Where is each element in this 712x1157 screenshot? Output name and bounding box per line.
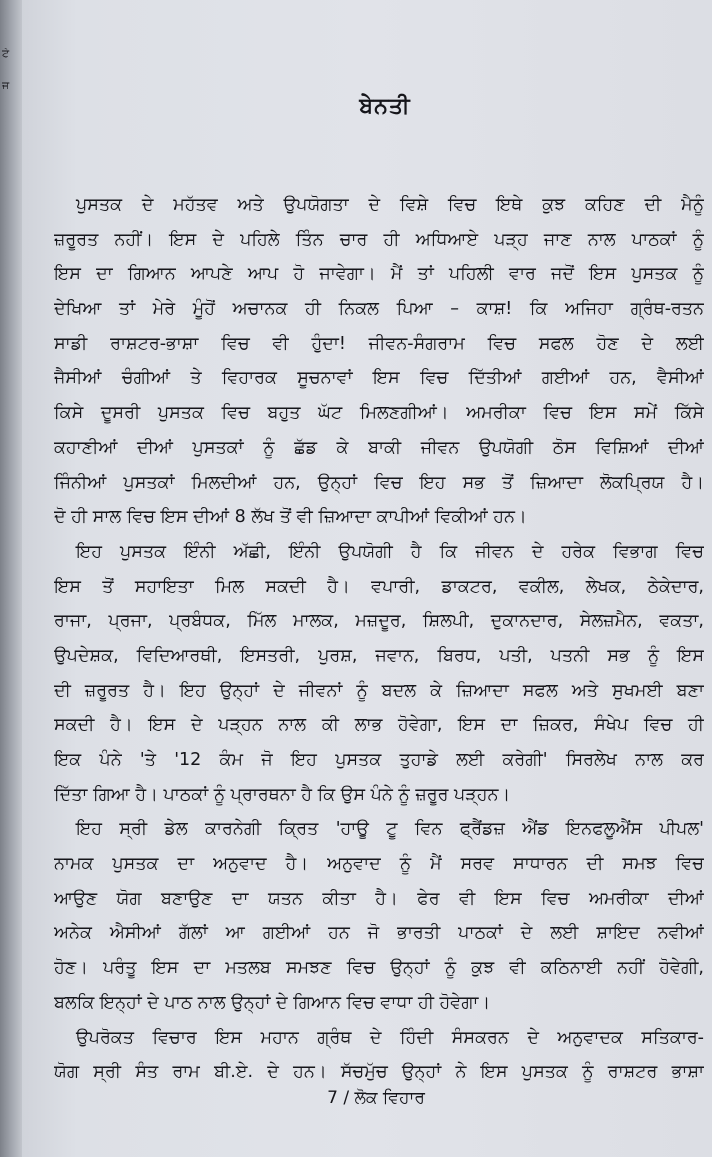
text-line: ਅਨੇਕ ਐਸੀਆਂ ਗੱਲਾਂ ਆ ਗਈਆਂ ਹਨ ਜੋ ਭਾਰਤੀ ਪਾਠਕਾਂ ਦੇ ਲਈ ਸ਼ਾਇਦ ਨਵੀਆਂ xyxy=(54,923,704,944)
text-line: ਜਿੰਨੀਆਂ ਪੁਸਤਕਾਂ ਮਿਲਦੀਆਂ ਹਨ, ਉਨ੍ਹਾਂ ਵਿਚ ਇਹ ਸਭ ਤੋਂ ਜ਼ਿਆਦਾ ਲੋਕਪ੍ਰਿਯ ਹੈ। xyxy=(54,472,704,493)
book-gutter xyxy=(0,0,22,1157)
page-body xyxy=(54,188,704,1090)
gutter-text-fragment: ਜ xyxy=(2,80,10,91)
text-line: ਸਾਡੀ ਰਾਸ਼ਟਰ-ਭਾਸ਼ਾ ਵਿਚ ਵੀ ਹੁੰਦਾ! ਜੀਵਨ-ਸੰਗਰਾਮ ਵਿਚ ਸਫਲ ਹੋਣ ਦੇ ਲਈ xyxy=(54,333,704,354)
text-line: ਸਕਦੀ ਹੈ। ਇਸ ਦੇ ਪੜ੍ਹਨ ਨਾਲ ਕੀ ਲਾਭ ਹੋਵੇਗਾ, ਇਸ ਦਾ ਜ਼ਿਕਰ, ਸੰਖੇਪ ਵਿਚ ਹੀ xyxy=(54,715,704,736)
text-line: ਜੈਸੀਆਂ ਚੰਗੀਆਂ ਤੇ ਵਿਹਾਰਕ ਸੂਚਨਾਵਾਂ ਇਸ ਵਿਚ ਦਿੱਤੀਆਂ ਗਈਆਂ ਹਨ, ਵੈਸੀਆਂ xyxy=(54,368,704,389)
gutter-text-fragment: ਟੇ xyxy=(2,48,10,59)
text-line: ਹੋਣ। ਪਰੰਤੂ ਇਸ ਦਾ ਮਤਲਬ ਸਮਝਣ ਵਿਚ ਉਨ੍ਹਾਂ ਨੂੰ ਕੁਝ ਵੀ ਕਠਿਨਾਈ ਨਹੀਂ ਹੋਵੇਗੀ, xyxy=(54,958,704,979)
text-line: ਦੀ ਜ਼ਰੂਰਤ ਹੈ। ਇਹ ਉਨ੍ਹਾਂ ਦੇ ਜੀਵਨਾਂ ਨੂੰ ਬਦਲ ਕੇ ਜ਼ਿਆਦਾ ਸਫਲ ਅਤੇ ਸੁਖਮਈ ਬਣਾ xyxy=(54,680,704,701)
text-line: ਕਹਾਣੀਆਂ ਦੀਆਂ ਪੁਸਤਕਾਂ ਨੂੰ ਛੱਡ ਕੇ ਬਾਕੀ ਜੀਵਨ ਉਪਯੋਗੀ ਠੋਸ ਵਿਸ਼ਿਆਂ ਦੀਆਂ xyxy=(54,437,704,458)
page-title: ਬੇਨਤੀ xyxy=(359,94,411,119)
text-line: ਆਉਣ ਯੋਗ ਬਣਾਉਣ ਦਾ ਯਤਨ ਕੀਤਾ ਹੈ। ਫੇਰ ਵੀ ਇਸ ਵਿਚ ਅਮਰੀਕਾ ਦੀਆਂ xyxy=(54,888,704,909)
text-line: ਇਕ ਪੰਨੇ 'ਤੇ '12 ਕੰਮ ਜੋ ਇਹ ਪੁਸਤਕ ਤੁਹਾਡੇ ਲਈ ਕਰੇਗੀ' ਸਿਰਲੇਖ ਨਾਲ ਕਰ xyxy=(54,750,704,770)
text-line: ਜ਼ਰੂਰਤ ਨਹੀਂ। ਇਸ ਦੇ ਪਹਿਲੇ ਤਿੰਨ ਚਾਰ ਹੀ ਅਧਿਆਏ ਪੜ੍ਹ ਜਾਣ ਨਾਲ ਪਾਠਕਾਂ ਨੂੰ xyxy=(54,229,704,250)
text-line: ਇਹ ਸ੍ਰੀ ਡੇਲ ਕਾਰਨੇਗੀ ਕ੍ਰਿਤ 'ਹਾਊ ਟੂ ਵਿਨ ਫ੍ਰੈਂਡਜ਼ ਐਂਡ ਇਨਫਲੂਐਂਸ ਪੀਪਲ' xyxy=(76,819,704,840)
text-line: ਰਾਜਾ, ਪ੍ਰਜਾ, ਪ੍ਰਬੰਧਕ, ਮਿੱਲ ਮਾਲਕ, ਮਜ਼ਦੂਰ, ਸ਼ਿਲਪੀ, ਦੁਕਾਨਦਾਰ, ਸੇਲਜ਼ਮੈਨ, ਵਕਤਾ, xyxy=(54,611,704,632)
text-line: ਬਲਕਿ ਇਨ੍ਹਾਂ ਦੇ ਪਾਠ ਨਾਲ ਉਨ੍ਹਾਂ ਦੇ ਗਿਆਨ ਵਿਚ ਵਾਧਾ ਹੀ ਹੋਵੇਗਾ। xyxy=(54,992,491,1013)
page-footer: 7 / ਲੋਕ ਵਿਹਾਰ xyxy=(327,1088,425,1108)
text-line: ਇਹ ਪੁਸਤਕ ਇੰਨੀ ਅੱਛੀ, ਇੰਨੀ ਉਪਯੋਗੀ ਹੈ ਕਿ ਜੀਵਨ ਦੇ ਹਰੇਕ ਵਿਭਾਗ ਵਿਚ xyxy=(76,541,704,562)
text-line: ਦੋ ਹੀ ਸਾਲ ਵਿਚ ਇਸ ਦੀਆਂ 8 ਲੱਖ ਤੋਂ ਵੀ ਜ਼ਿਆਦਾ ਕਾਪੀਆਂ ਵਿਕੀਆਂ ਹਨ। xyxy=(54,507,527,528)
text-line: ਪੁਸਤਕ ਦੇ ਮਹੱਤਵ ਅਤੇ ਉਪਯੋਗਤਾ ਦੇ ਵਿਸ਼ੇ ਵਿਚ ਇਥੇ ਕੁਝ ਕਹਿਣ ਦੀ ਮੈਨੂੰ xyxy=(76,195,704,215)
text-line: ਇਸ ਤੋਂ ਸਹਾਇਤਾ ਮਿਲ ਸਕਦੀ ਹੈ। ਵਪਾਰੀ, ਡਾਕਟਰ, ਵਕੀਲ, ਲੇਖਕ, ਠੇਕੇਦਾਰ, xyxy=(54,576,704,597)
text-line: ਯੋਗ ਸ੍ਰੀ ਸੰਤ ਰਾਮ ਬੀ.ਏ. ਦੇ ਹਨ। ਸੱਚਮੁੱਚ ਉਨ੍ਹਾਂ ਨੇ ਇਸ ਪੁਸਤਕ ਨੂੰ ਰਾਸ਼ਟਰ ਭਾਸ਼ਾ xyxy=(54,1062,704,1083)
text-line: ਨਾਮਕ ਪੁਸਤਕ ਦਾ ਅਨੁਵਾਦ ਹੈ। ਅਨੁਵਾਦ ਨੂੰ ਮੈਂ ਸਰਵ ਸਾਧਾਰਨ ਦੀ ਸਮਝ ਵਿਚ xyxy=(54,854,704,875)
text-line: ਉਪਰੋਕਤ ਵਿਚਾਰ ਇਸ ਮਹਾਨ ਗ੍ਰੰਥ ਦੇ ਹਿੰਦੀ ਸੰਸਕਰਨ ਦੇ ਅਨੁਵਾਦਕ ਸਤਿਕਾਰ- xyxy=(76,1027,704,1048)
book-page xyxy=(22,0,712,1157)
text-line: ਉਪਦੇਸ਼ਕ, ਵਿਦਿਆਰਥੀ, ਇਸਤਰੀ, ਪੁਰਸ਼, ਜਵਾਨ, ਬਿਰਧ, ਪਤੀ, ਪਤਨੀ ਸਭ ਨੂੰ ਇਸ xyxy=(54,645,704,666)
text-line: ਕਿਸੇ ਦੂਸਰੀ ਪੁਸਤਕ ਵਿਚ ਬਹੁਤ ਘੱਟ ਮਿਲਣਗੀਆਂ। ਅਮਰੀਕਾ ਵਿਚ ਇਸ ਸਮੇਂ ਕਿੱਸੇ xyxy=(54,403,704,424)
text-line: ਦੇਖਿਆ ਤਾਂ ਮੇਰੇ ਮੂੰਹੋਂ ਅਚਾਨਕ ਹੀ ਨਿਕਲ ਪਿਆ – ਕਾਸ਼! ਕਿ ਅਜਿਹਾ ਗ੍ਰੰਥ-ਰਤਨ xyxy=(54,299,704,320)
text-line: ਦਿੱਤਾ ਗਿਆ ਹੈ। ਪਾਠਕਾਂ ਨੂੰ ਪ੍ਰਾਰਥਨਾ ਹੈ ਕਿ ਉਸ ਪੰਨੇ ਨੂੰ ਜ਼ਰੂਰ ਪੜ੍ਹਨ। xyxy=(54,784,511,805)
text-line: ਇਸ ਦਾ ਗਿਆਨ ਆਪਣੇ ਆਪ ਹੋ ਜਾਵੇਗਾ। ਮੈਂ ਤਾਂ ਪਹਿਲੀ ਵਾਰ ਜਦੋਂ ਇਸ ਪੁਸਤਕ ਨੂੰ xyxy=(54,264,704,285)
